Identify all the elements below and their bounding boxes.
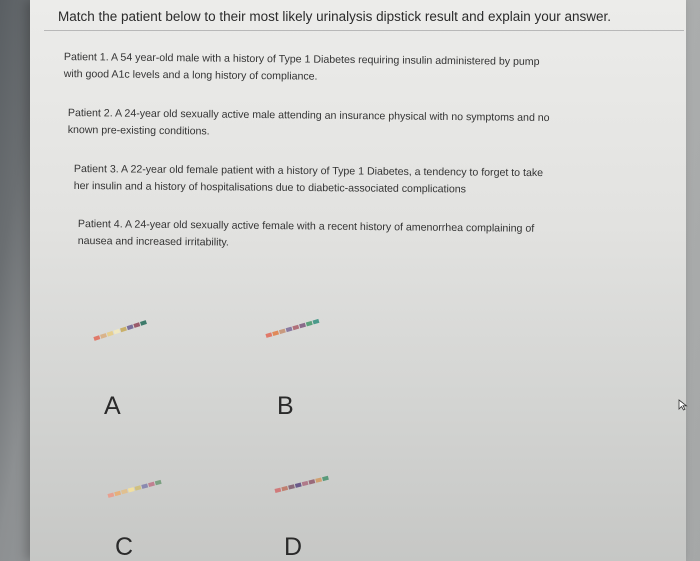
patient-1-description xyxy=(64,49,624,89)
dipstick-pad xyxy=(113,329,120,335)
patient-4-line-2: nausea and increased irritability. xyxy=(77,234,229,249)
dipstick-pad xyxy=(281,486,288,491)
title-divider xyxy=(44,30,684,31)
dipstick-pad xyxy=(315,477,322,482)
patient-2-line-2: known pre-existing conditions. xyxy=(67,123,210,138)
dipstick-pad xyxy=(265,332,272,337)
patient-3-description xyxy=(74,161,634,200)
dipstick-pad xyxy=(155,480,162,485)
mouse-cursor-icon xyxy=(678,399,688,411)
dipstick-pad xyxy=(322,476,329,481)
patient-4-description xyxy=(78,216,638,256)
dipstick-a xyxy=(93,320,147,341)
option-a-label: A xyxy=(104,392,121,420)
patient-4-line-1: Patient 4. A 24-year old sexually active female with a recent history of amenorrhea complaining of xyxy=(77,217,535,235)
patient-3-line-2: her insulin and a history of hospitalisations due to diabetic-associated complications xyxy=(73,179,467,196)
option-c-label: C xyxy=(115,533,134,561)
dipstick-pad xyxy=(313,319,320,324)
patient-1-line-2: with good A1c levels and a long history of compliance. xyxy=(63,67,318,83)
dipstick-pad xyxy=(121,489,128,494)
patient-2-line-1: Patient 2. A 24-year old sexually active male attending an insurance physical with no symptoms and no xyxy=(67,106,550,125)
dipstick-pad xyxy=(288,484,295,489)
dipstick-pad xyxy=(107,331,114,337)
dipstick-pad xyxy=(286,327,293,332)
dipstick-pad xyxy=(133,322,140,328)
dipstick-pad xyxy=(93,335,100,341)
dipstick-pad xyxy=(128,487,135,492)
dipstick-d xyxy=(275,476,329,493)
dipstick-pad xyxy=(302,481,309,486)
dipstick-pad xyxy=(148,482,155,487)
dipstick-pad xyxy=(135,485,142,490)
patient-2-description xyxy=(68,105,628,145)
dipstick-pad xyxy=(299,323,306,328)
patient-3-line-1: Patient 3. A 22-year old female patient with a history of Type 1 Diabetes, a tendency to forget to take xyxy=(73,162,544,180)
dipstick-pad xyxy=(292,325,299,330)
dipstick-pad xyxy=(100,333,107,339)
dipstick-b xyxy=(265,319,319,338)
dipstick-pad xyxy=(127,324,134,330)
dipstick-pad xyxy=(272,330,279,335)
dipstick-c xyxy=(107,480,161,498)
worksheet-page xyxy=(30,0,686,561)
dipstick-pad xyxy=(107,493,114,498)
dipstick-pad xyxy=(120,327,127,333)
option-b-label: B xyxy=(277,392,294,420)
dipstick-pad xyxy=(306,321,313,326)
patient-1-line-1: Patient 1. A 54 year-old male with a history of Type 1 Diabetes requiring insulin administered by pump xyxy=(63,50,540,68)
question-title: Match the patient below to their most likely urinalysis dipstick result and explain your answer. xyxy=(58,9,612,24)
dipstick-pad xyxy=(114,491,121,496)
dipstick-pad xyxy=(308,479,315,484)
dipstick-pad xyxy=(295,483,302,488)
dipstick-pad xyxy=(275,488,282,493)
dipstick-pad xyxy=(140,320,147,326)
option-d-label: D xyxy=(284,533,303,561)
dipstick-pad xyxy=(141,483,148,488)
dipstick-pad xyxy=(279,329,286,334)
